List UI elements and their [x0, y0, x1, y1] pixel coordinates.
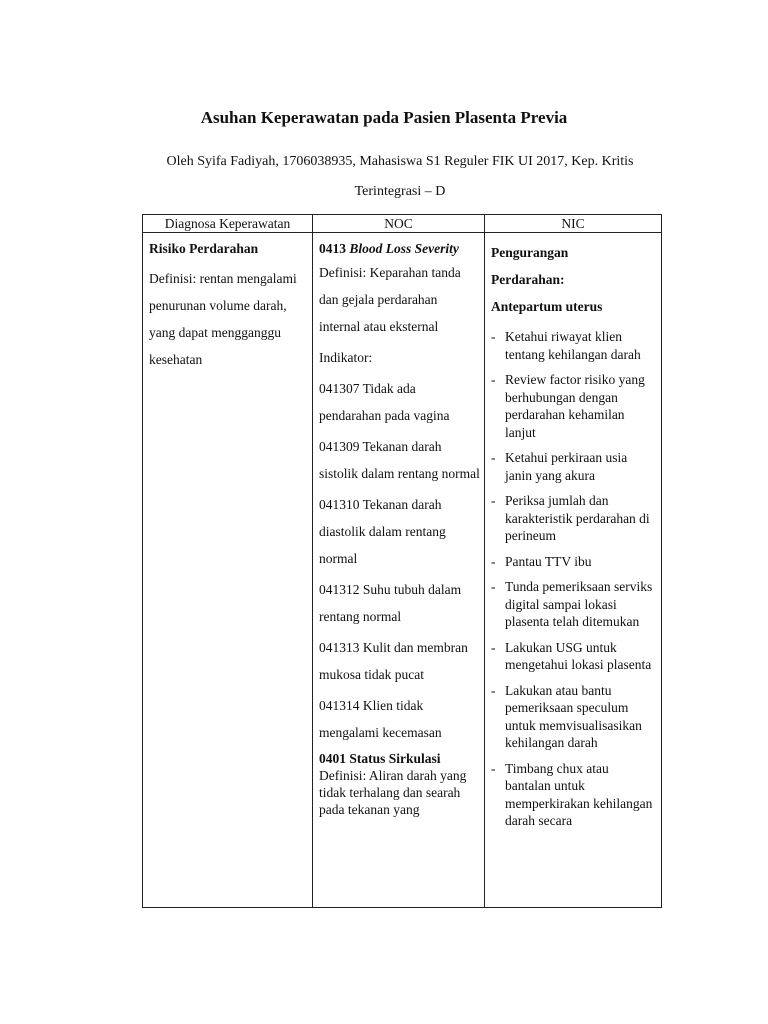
noc-cell — [313, 233, 485, 908]
list-item — [489, 371, 657, 441]
bullet-dash: - — [491, 450, 496, 465]
list-item — [489, 492, 657, 545]
nic-cell — [485, 233, 662, 908]
nic-activity: Periksa jumlah dan karakteristik perdarahan di perineum — [505, 493, 650, 543]
byline-line-2: Terintegrasi – D — [354, 184, 446, 199]
nic-title-line-3: Antepartum uterus — [491, 299, 603, 314]
list-item — [489, 760, 657, 830]
bullet-dash: - — [491, 682, 496, 698]
noc-outcome-1-title — [319, 239, 480, 259]
nic-activity: Review factor risiko yang berhubungan dengan perdarahan kehamilan lanjut — [505, 372, 645, 440]
bullet-dash: - — [491, 372, 496, 387]
list-item — [489, 553, 657, 571]
bullet-dash: - — [491, 579, 496, 594]
noc-outcome-2-definition: Definisi: Aliran darah yang tidak terhalang dan searah pada tekanan yang — [319, 768, 467, 817]
header-noc: NOC — [313, 215, 485, 233]
nic-activity: Lakukan atau bantu pemeriksaan speculum untuk memvisualisasikan kehilangan darah — [505, 682, 642, 750]
nic-intervention-title — [491, 239, 657, 320]
noc-indicator: 041310 Tekanan darah diastolik dalam rentang normal — [319, 497, 446, 566]
noc-indicator: 041312 Suhu tubuh dalam rentang normal — [319, 582, 462, 624]
byline-line-1: Oleh Syifa Fadiyah, 1706038935, Mahasiswa S1 Reguler FIK UI 2017, Kep. Kritis — [166, 154, 634, 169]
list-item — [489, 328, 657, 363]
list-item — [489, 578, 657, 631]
noc-indicator: 041314 Klien tidak mengalami kecemasan — [319, 698, 442, 740]
nic-activity: Pantau TTV ibu — [505, 553, 592, 569]
nic-activity-list — [489, 328, 657, 830]
noc-indicator: 041313 Kulit dan membran mukosa tidak pucat — [319, 640, 468, 682]
noc-outcome-2-title: 0401 Status Sirkulasi — [319, 751, 441, 766]
nic-title-line-2: Perdarahan: — [491, 272, 565, 287]
nic-activity: Ketahui perkiraan usia janin yang akura — [505, 450, 628, 483]
nic-activity: Tunda pemeriksaan serviks digital sampai lokasi plasenta telah ditemukan — [505, 579, 653, 629]
bullet-dash: - — [491, 760, 496, 776]
nic-title-line-1: Pengurangan — [491, 245, 569, 260]
bullet-dash: - — [491, 639, 496, 655]
noc-indicator: 041309 Tekanan darah sistolik dalam rentang normal — [319, 439, 480, 481]
diagnosis-cell — [143, 233, 313, 908]
list-item — [489, 639, 657, 674]
bullet-dash: - — [491, 493, 496, 508]
nic-activity: Lakukan USG untuk mengetahui lokasi plasenta — [505, 639, 652, 672]
bullet-dash: - — [491, 329, 496, 344]
care-plan-table — [142, 214, 662, 908]
nic-activity: Timbang chux atau bantalan untuk memperkirakan kehilangan darah secara — [505, 760, 653, 828]
diagnosis-definition: Definisi: rentan mengalami penurunan volume darah, yang dapat mengganggu kesehatan — [149, 271, 297, 367]
document-title: Asuhan Keperawatan pada Pasien Plasenta Previa — [200, 108, 568, 127]
header-nic: NIC — [485, 215, 662, 233]
bullet-dash: - — [491, 553, 496, 569]
nic-activity: Ketahui riwayat klien tentang kehilangan darah — [505, 329, 641, 362]
table-row — [143, 233, 662, 908]
author-byline — [130, 147, 670, 207]
noc-indicator-heading: Indikator: — [319, 350, 373, 365]
table-header-row — [143, 215, 662, 233]
noc-outcome-1-code: 0413 — [319, 241, 346, 256]
header-diagnosis: Diagnosa Keperawatan — [143, 215, 313, 233]
list-item — [489, 449, 657, 484]
noc-indicator: 041307 Tidak ada pendarahan pada vagina — [319, 381, 450, 423]
list-item — [489, 682, 657, 752]
noc-outcome-1-definition: Definisi: Keparahan tanda dan gejala perdarahan internal atau eksternal — [319, 265, 461, 334]
diagnosis-title: Risiko Perdarahan — [149, 241, 259, 256]
noc-outcome-1-name: Blood Loss Severity — [349, 241, 459, 256]
